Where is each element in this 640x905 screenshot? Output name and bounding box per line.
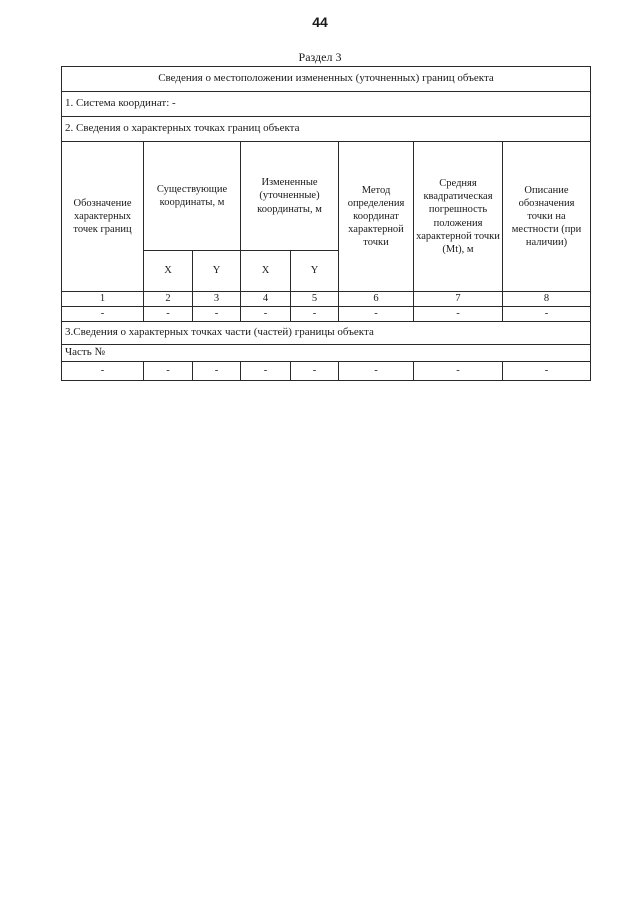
column-number: 2: [144, 292, 193, 307]
table-cell: -: [291, 307, 339, 322]
table-cell: -: [241, 307, 291, 322]
page-number: 44: [312, 14, 328, 30]
header-existing-coordinates: Существующие координаты, м: [144, 142, 241, 251]
table-cell: -: [339, 307, 414, 322]
header-method: Метод определения координат характерной точки: [339, 142, 414, 292]
table-cell: -: [144, 307, 193, 322]
header-y-existing: Y: [193, 251, 241, 292]
header-y-changed: Y: [291, 251, 339, 292]
header-x-changed: X: [241, 251, 291, 292]
table-cell: -: [193, 362, 241, 381]
coordinate-system-row: 1. Система координат: -: [62, 92, 591, 117]
section-2-title: 2. Сведения о характерных точках границ объекта: [62, 117, 591, 142]
table-cell: -: [193, 307, 241, 322]
table-cell: -: [144, 362, 193, 381]
header-rmse: Средняя квадратическая погрешность положения характерной точки (Mt), м: [414, 142, 503, 292]
header-point-designation: Обозначение характерных точек границ: [62, 142, 144, 292]
header-x-existing: X: [144, 251, 193, 292]
table-cell: -: [503, 307, 591, 322]
column-number: 1: [62, 292, 144, 307]
table-cell: -: [414, 362, 503, 381]
section-3-data-row: [62, 362, 591, 381]
boundary-points-table: [61, 66, 591, 381]
header-changed-coordinates: Измененные (уточненные) координаты, м: [241, 142, 339, 251]
column-numbers-row: [62, 292, 591, 307]
table-cell: -: [291, 362, 339, 381]
table-cell: -: [339, 362, 414, 381]
table-cell: -: [62, 307, 144, 322]
section-label: Раздел 3: [298, 50, 342, 64]
column-number: 8: [503, 292, 591, 307]
section-3-title: 3.Сведения о характерных точках части (частей) границы объекта: [62, 322, 591, 345]
column-number: 3: [193, 292, 241, 307]
table-cell: -: [503, 362, 591, 381]
header-description: Описание обозначения точки на местности (при наличии): [503, 142, 591, 292]
column-number: 4: [241, 292, 291, 307]
column-number: 7: [414, 292, 503, 307]
table-cell: -: [414, 307, 503, 322]
table-cell: -: [241, 362, 291, 381]
column-number: 6: [339, 292, 414, 307]
part-number-row: Часть №: [62, 345, 591, 362]
table-title: Сведения о местоположении измененных (уточненных) границ объекта: [62, 67, 591, 92]
table-cell: -: [62, 362, 144, 381]
section-2-data-row: [62, 307, 591, 322]
column-number: 5: [291, 292, 339, 307]
